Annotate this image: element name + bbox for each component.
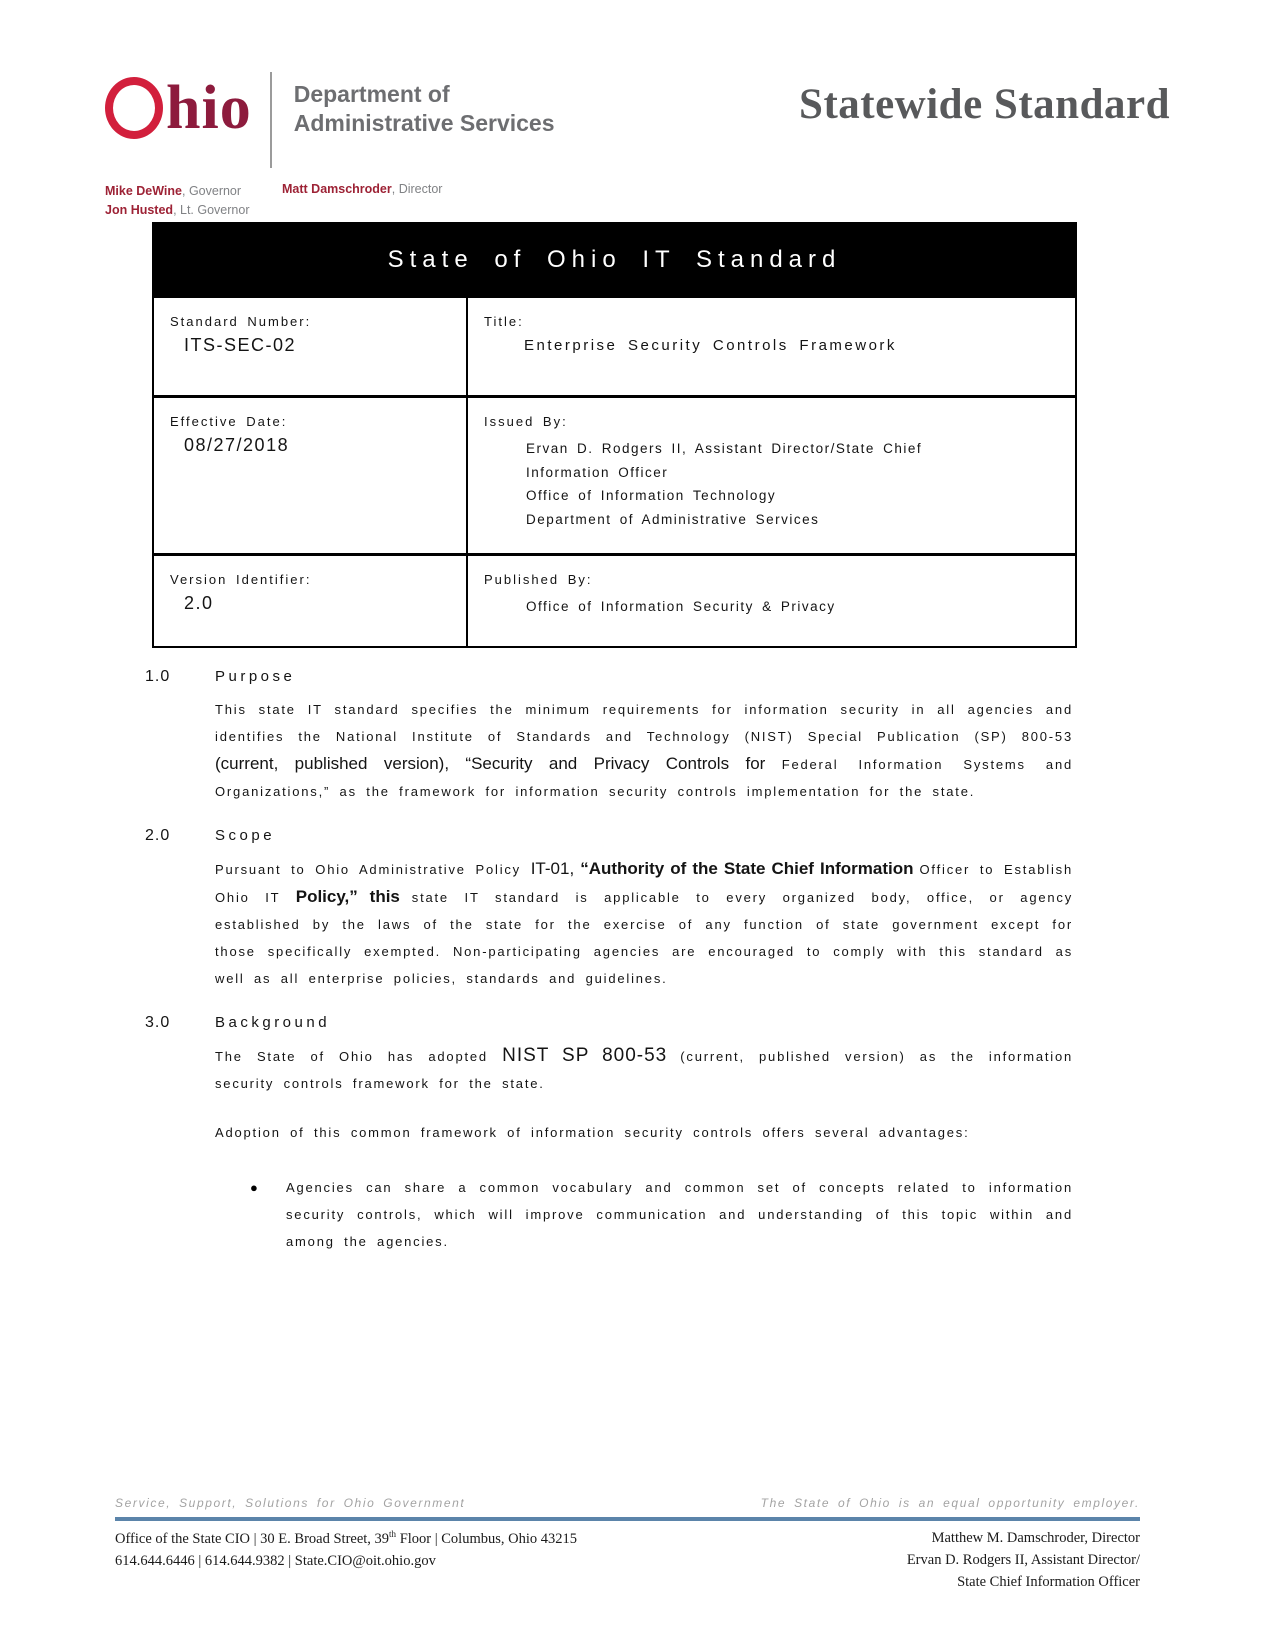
standard-number-value: ITS-SEC-02 xyxy=(184,335,297,355)
title-label: Title: xyxy=(484,314,524,329)
bullet-item xyxy=(250,1174,1073,1255)
issued-by-label: Issued By: xyxy=(484,414,568,429)
table-row xyxy=(154,553,1075,646)
section-title: Scope xyxy=(215,827,276,844)
footer-address-line1: Office of the State CIO | 30 E. Broad Street, 39th Floor | Columbus, Ohio 43215 xyxy=(115,1529,578,1547)
section-title: Purpose xyxy=(215,668,296,685)
title-cell xyxy=(468,298,1075,395)
paragraph: Adoption of this common framework of information security controls offers several advantages: xyxy=(215,1125,970,1140)
standard-info-table xyxy=(152,222,1077,648)
table-title: State of Ohio IT Standard xyxy=(154,224,1075,295)
section-heading xyxy=(145,827,1073,845)
governor-lines xyxy=(105,182,282,220)
governor-line: Mike DeWine, Governor xyxy=(105,184,242,198)
version-label: Version Identifier: xyxy=(170,572,312,587)
section-heading xyxy=(145,668,1073,686)
effective-date-value: 08/27/2018 xyxy=(184,435,290,455)
doc-type-title: Statewide Standard xyxy=(799,81,1170,128)
footer-tagline-left: Service, Support, Solutions for Ohio Government xyxy=(115,1496,466,1510)
section-body xyxy=(215,1042,1073,1255)
table-row xyxy=(154,295,1075,395)
paragraph: This state IT standard specifies the minimum requirements for information security in all agencies and identifies the National Institute of Standards and Technology (NIST) Special Publication (SP) 800-53 (current, published version), “Security and Privacy Controls for Federal Information Systems and Organizations,” as the framework for information security controls implementation for the state. xyxy=(215,702,1074,799)
footer-tagline-right: The State of Ohio is an equal opportunity employer. xyxy=(760,1496,1140,1510)
section-title: Background xyxy=(215,1014,331,1031)
issued-by-value: Ervan D. Rodgers II, Assistant Director/State Chief Information Officer Office of Information Technology Department of Administrative Services xyxy=(526,441,923,527)
section-scope xyxy=(145,827,1073,992)
effective-date-cell xyxy=(154,398,468,553)
department-name: Department of Administrative Services xyxy=(293,81,555,136)
bullet-text: Agencies can share a common vocabulary and common set of concepts related to information security controls, which will improve communication and understanding of this topic within and among the agencies. xyxy=(286,1180,1073,1249)
title-value: Enterprise Security Controls Framework xyxy=(524,337,897,354)
published-by-label: Published By: xyxy=(484,572,593,587)
footer-contacts xyxy=(115,1528,1140,1593)
paragraph: The State of Ohio has adopted NIST SP 800-53 (current, published version) as the information security controls framework for the state. xyxy=(215,1045,1074,1091)
footer-address-block xyxy=(115,1528,577,1593)
bullet-icon: ● xyxy=(250,1180,258,1195)
page-header xyxy=(105,72,1170,220)
footer-address-line2: 614.644.6446 | 614.644.9382 | State.CIO@oit.ohio.gov xyxy=(115,1552,436,1569)
lt-governor-line: Jon Husted, Lt. Governor xyxy=(105,202,250,217)
published-by-value: Office of Information Security & Privacy xyxy=(526,599,836,614)
ohio-logo-text: hio xyxy=(166,74,252,142)
section-body xyxy=(215,696,1073,805)
brand-divider xyxy=(270,72,272,168)
footer-rule xyxy=(115,1517,1140,1521)
ohio-logo xyxy=(105,72,252,144)
standard-number-cell xyxy=(154,298,468,395)
standard-number-label: Standard Number: xyxy=(170,314,312,329)
published-by-cell xyxy=(468,556,1075,646)
page-footer xyxy=(115,1496,1140,1593)
version-value: 2.0 xyxy=(184,593,214,613)
document-body xyxy=(145,668,1073,1275)
table-row xyxy=(154,395,1075,553)
director-line: Matt Damschroder, Director xyxy=(282,182,443,196)
section-number: 3.0 xyxy=(145,1014,171,1031)
section-heading xyxy=(145,1014,1073,1032)
footer-officials-block: Matthew M. Damschroder, Director Ervan D. Rodgers II, Assistant Director/ State Chief Information Officer xyxy=(906,1530,1140,1590)
version-cell xyxy=(154,556,468,646)
footer-taglines xyxy=(115,1496,1140,1510)
issued-by-cell xyxy=(468,398,1075,553)
paragraph: Pursuant to Ohio Administrative Policy IT-01, “Authority of the State Chief Information Officer to Establish Ohio IT Policy,” this state IT standard is applicable to every organized body, office, or agency established by the laws of the state for the exercise of any function of state government except for those specifically exempted. Non-participating agencies are encouraged to comply with this standard as well as all enterprise policies, standards and guidelines. xyxy=(215,859,1074,986)
effective-date-label: Effective Date: xyxy=(170,414,288,429)
ohio-logo-o-icon xyxy=(105,77,163,139)
section-number: 2.0 xyxy=(145,827,171,844)
section-number: 1.0 xyxy=(145,668,171,685)
section-purpose xyxy=(145,668,1073,805)
officials-block xyxy=(105,182,1170,220)
section-background xyxy=(145,1014,1073,1255)
section-body xyxy=(215,855,1073,992)
